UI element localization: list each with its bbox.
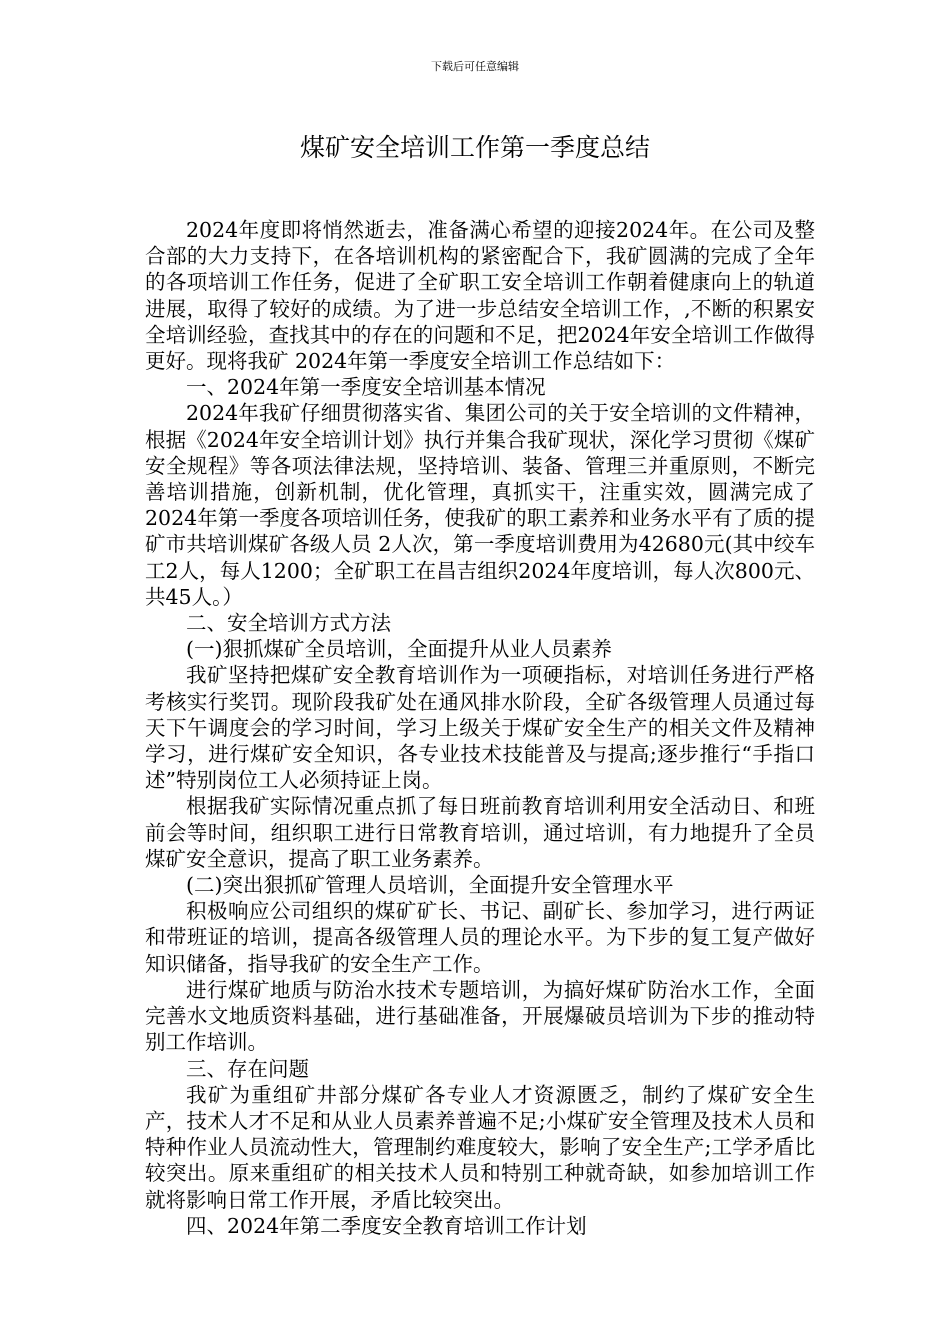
section-heading-2: 二、安全培训方式方法: [186, 611, 391, 636]
body-paragraph: 积极响应公司组织的煤矿矿长、书记、副矿长、参加学习，进行两证和带班证的培训，提高各级管理人员的理论水平。为下步的复工复产做好知识储备，指导我矿的安全生产工作。: [145, 899, 815, 976]
document-title: 煤矿安全培训工作第一季度总结: [299, 133, 650, 162]
body-paragraph: 2024年我矿仔细贯彻落实省、集团公司的关于安全培训的文件精神，根据《2024年安全培训计划》执行并集合我矿现状，深化学习贯彻《煤矿安全规程》等各项法律法规，坚持培训、装备、管理三并重原则，不断完善培训措施，创新机制，优化管理，真抓实干，注重实效，圆满完成了2024年第一季度各项培训任务，使我矿的职工素养和业务水平有了质的提矿市共培训煤矿各级人员 2人次，第一季度培训费用为42680元(其中绞车工2人，每人1200；全矿职工在昌吉组织2024年度培训，每人次800元、共45人。）: [145, 401, 815, 609]
body-paragraph: 进行煤矿地质与防治水技术专题培训，为搞好煤矿防治水工作，全面完善水文地质资料基础，进行基础准备，开展爆破员培训为下步的推动特别工作培训。: [145, 977, 815, 1055]
subsection-heading-2-1: (一)狠抓煤矿全员培训，全面提升从业人员素养: [186, 637, 612, 662]
section-heading-1: 一、2024年第一季度安全培训基本情况: [186, 375, 546, 400]
header-note: 下载后可任意编辑: [431, 60, 519, 73]
body-paragraph: 根据我矿实际情况重点抓了每日班前教育培训利用安全活动日、和班前会等时间，组织职工进行日常教育培训，通过培训，有力地提升了全员煤矿安全意识，提高了职工业务素养。: [145, 794, 815, 871]
body-paragraph: 我矿坚持把煤矿安全教育培训作为一项硬指标，对培训任务进行严格考核实行奖罚。现阶段我矿处在通风排水阶段，全矿各级管理人员通过每天下午调度会的学习时间，学习上级关于煤矿安全生产的相关文件及精神学习，进行煤矿安全知识，各专业技术技能普及与提高;逐步推行“手指口述”特别岗位工人必须持证上岗。: [145, 663, 815, 793]
section-heading-3: 三、存在问题: [186, 1056, 309, 1081]
body-paragraph: 我矿为重组矿井部分煤矿各专业人才资源匮乏，制约了煤矿安全生产，技术人才不足和从业人员素养普遍不足;小煤矿安全管理及技术人员和特种作业人员流动性大，管理制约难度较大，影响了安全生产;工学矛盾比较突出。原来重组矿的相关技术人员和特别工种就奇缺，如参加培训工作就将影响日常工作开展，矛盾比较突出。: [145, 1082, 815, 1212]
intro-paragraph: 2024年度即将悄然逝去，准备满心希望的迎接2024年。在公司及整合部的大力支持下，在各培训机构的紧密配合下，我矿圆满的完成了全年的各项培训工作任务，促进了全矿职工安全培训工作朝着健康向上的轨道进展，取得了较好的成绩。为了进一步总结安全培训工作，,不断的积累安全培训经验，查找其中的存在的问题和不足，把2024年安全培训工作做得更好。现将我矿 2024年第一季度安全培训工作总结如下：: [145, 218, 815, 374]
section-heading-4: 四、2024年第二季度安全教育培训工作计划: [186, 1213, 587, 1238]
document-body: [145, 217, 815, 1239]
subsection-heading-2-2: (二)突出狠抓矿管理人员培训，全面提升安全管理水平: [186, 873, 674, 898]
